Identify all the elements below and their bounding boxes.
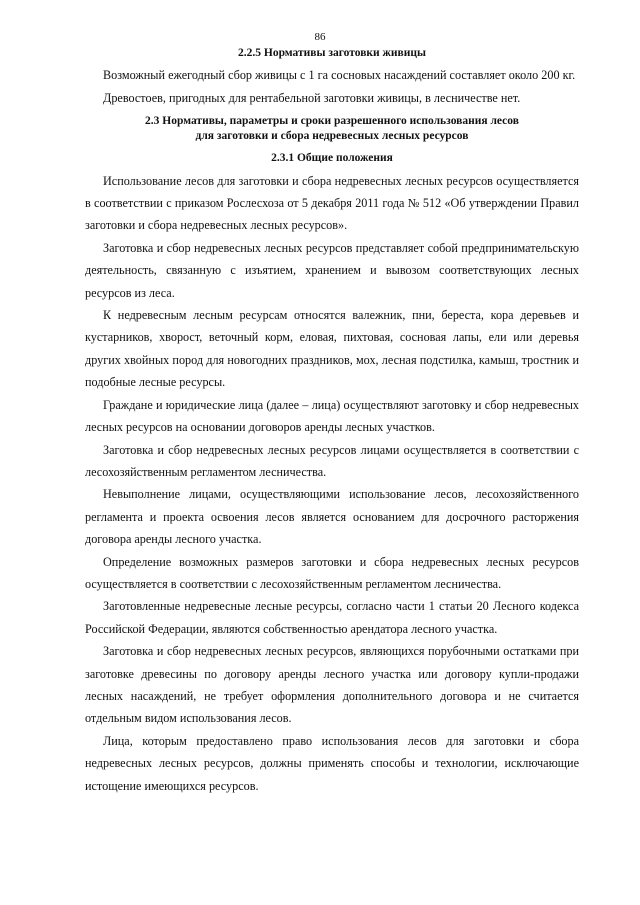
paragraph: Лица, которым предоставлено право использования лесов для заготовки и сбора недревесных лесных ресурсов, должны применять способы и технологии, исключающие истощение имеющихся ресурсов. xyxy=(85,733,579,793)
section-heading-line: для заготовки и сбора недревесных лесных ресурсов xyxy=(195,130,469,143)
paragraph: Заготовленные недревесные лесные ресурсы, согласно части 1 статьи 20 Лесного кодекса Российской Федерации, являются собственностью арендатора лесного участка. xyxy=(85,599,579,636)
paragraph: Невыполнение лицами, осуществляющими использование лесов, лесохозяйственного регламента и проекта освоения лесов является основанием для досрочного расторжения договора аренды лесного участка. xyxy=(85,487,579,547)
paragraph: Использование лесов для заготовки и сбора недревесных лесных ресурсов осуществляется в соответствии с приказом Рослесхоза от 5 декабря 2011 года № 512 «Об утверждении Правил заготовки и сбора недревесных лесных ресурсов». xyxy=(85,173,579,233)
section-heading-line: 2.3 Нормативы, параметры и сроки разрешенного использования лесов xyxy=(145,115,519,128)
paragraph: Заготовка и сбор недревесных лесных ресурсов представляет собой предпринимательскую деятельность, связанную с изъятием, хранением и вывозом соответствующих лесных ресурсов из леса. xyxy=(85,240,579,300)
paragraph: К недревесным лесным ресурсам относятся валежник, пни, береста, кора деревьев и кустарников, хворост, веточный корм, еловая, пихтовая, сосновая лапы, ели или деревья других хвойных пород для новогодних праздников, мох, лесная подстилка, камыш, тростник и подобные лесные ресурсы. xyxy=(85,308,579,390)
paragraph: Древостоев, пригодных для рентабельной заготовки живицы, в лесничестве нет. xyxy=(103,90,521,105)
document-body xyxy=(85,42,579,797)
paragraph: Определение возможных размеров заготовки и сбора недревесных лесных ресурсов осуществляется в соответствии с лесохозяйственным регламентом лесничества. xyxy=(85,554,579,591)
paragraph: Возможный ежегодный сбор живицы с 1 га сосновых насаждений составляет около 200 кг. xyxy=(103,68,576,83)
section-heading-2-3 xyxy=(85,109,579,147)
section-heading-2-3-1: 2.3.1 Общие положения xyxy=(271,152,393,165)
paragraph: Заготовка и сбор недревесных лесных ресурсов лицами осуществляется в соответствии с лесохозяйственным регламентом лесничества. xyxy=(85,442,579,479)
section-heading-2-2-5: 2.2.5 Нормативы заготовки живицы xyxy=(238,47,426,59)
paragraph: Заготовка и сбор недревесных лесных ресурсов, являющихся порубочными остатками при заготовке древесины по договору аренды лесного участка или договору купли-продажи лесных насаждений, не требует оформления дополнительного договора и не считается отдельным видом использования лесов. xyxy=(85,644,579,726)
paragraph: Граждане и юридические лица (далее – лица) осуществляют заготовку и сбор недревесных лесных ресурсов на основании договоров аренды лесных участков. xyxy=(85,397,579,435)
page-number: 86 xyxy=(314,31,326,43)
